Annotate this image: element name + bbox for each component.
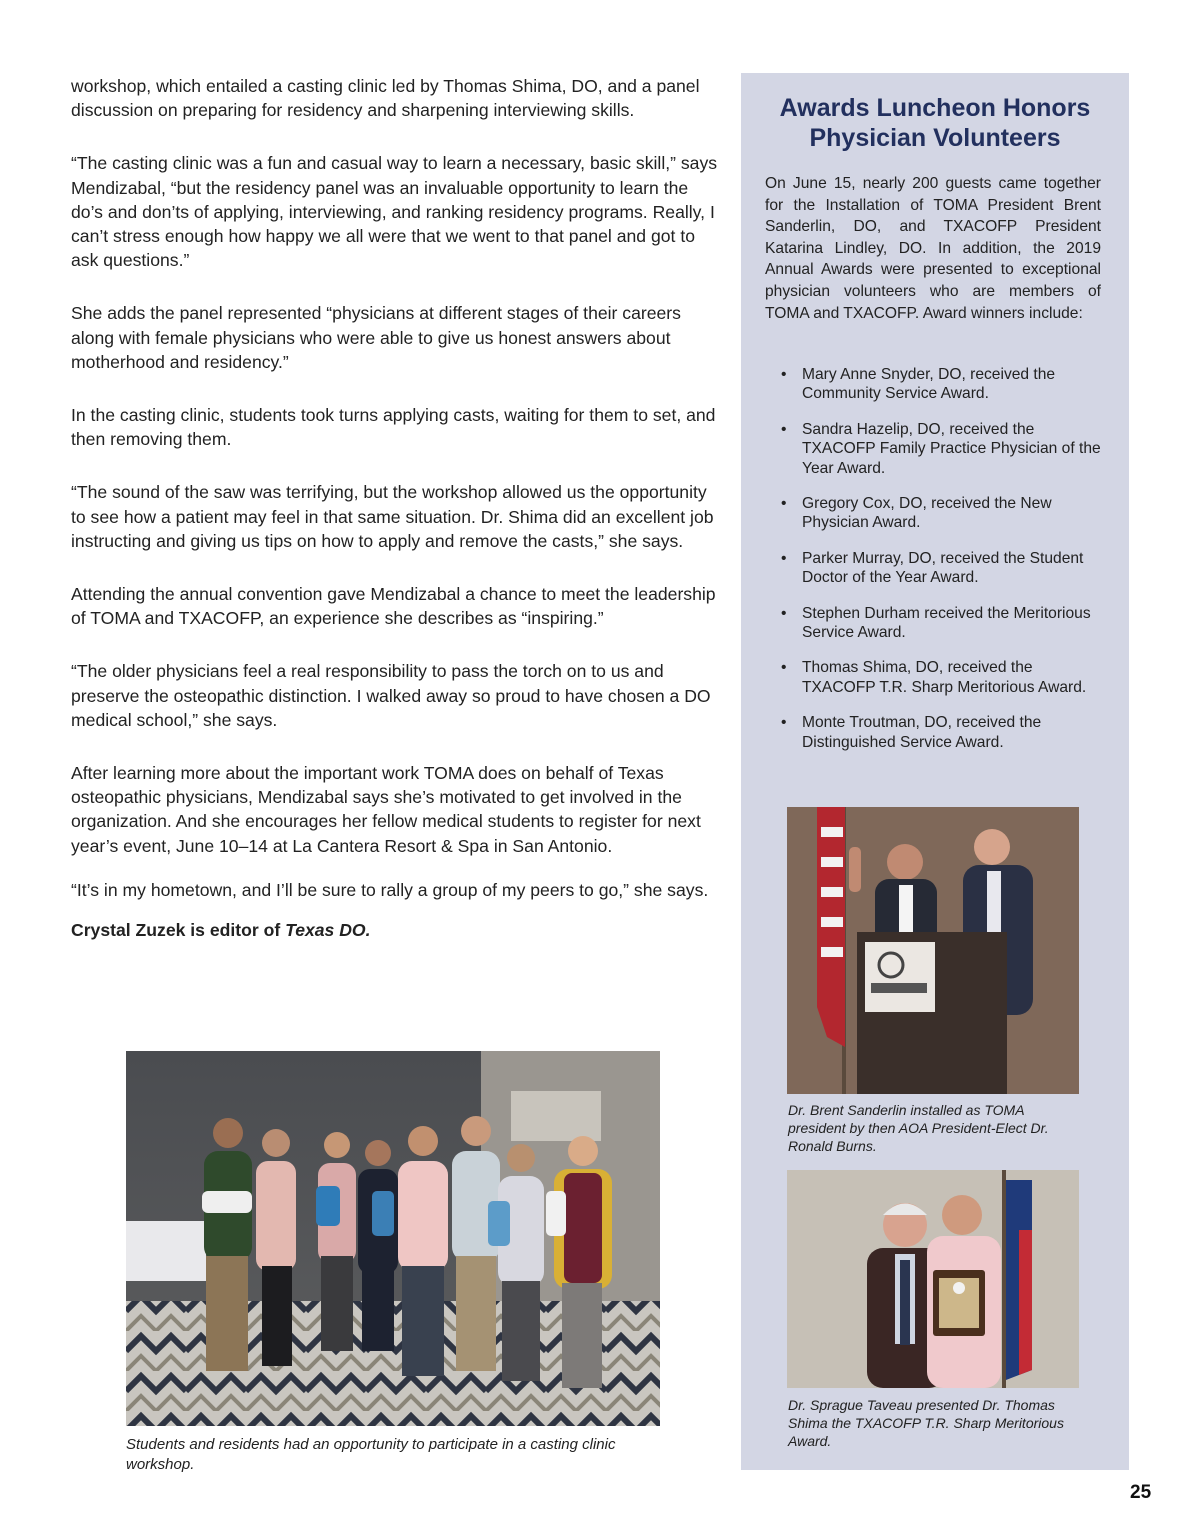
- list-item: [765, 604, 1101, 643]
- award-photo: [787, 1170, 1079, 1388]
- award-photo-illustration: [787, 1170, 1079, 1388]
- award-text: Gregory Cox, DO, received the New Physician Award.: [802, 495, 1052, 532]
- list-item: [765, 365, 1101, 404]
- group-photo-caption: Students and residents had an opportunity to participate in a casting clinic workshop.: [126, 1436, 616, 1473]
- list-item: [765, 494, 1101, 533]
- article-paragraph: In the casting clinic, students took turns applying casts, waiting for them to set, and then removing them.: [71, 405, 716, 450]
- award-text: Monte Troutman, DO, received the Distinguished Service Award.: [802, 714, 1042, 751]
- group-photo: [126, 1051, 660, 1426]
- article-paragraph: After learning more about the important work TOMA does on behalf of Texas osteopathic physicians, Mendizabal says she’s motivated to get involved in the organization. And she encourages her fellow medical students to register for next year’s event, June 10–14 at La Cantera Resort & Spa in San Antonio.: [71, 763, 701, 856]
- list-item: [765, 420, 1101, 478]
- installation-photo: [787, 807, 1079, 1094]
- bullet-icon: •: [781, 549, 787, 567]
- author-byline: [71, 918, 721, 942]
- list-item: [765, 549, 1101, 588]
- bullet-icon: •: [781, 604, 787, 622]
- award-photo-caption: Dr. Sprague Taveau presented Dr. Thomas Shima the TXACOFP T.R. Sharp Meritorious Award.: [788, 1397, 1064, 1449]
- award-text: Stephen Durham received the Meritorious Service Award.: [802, 604, 1091, 642]
- article-paragraph: “The older physicians feel a real responsibility to pass the torch on to us and preserve the osteopathic distinction. I walked away so proud to have chosen a DO medical school,” she says.: [71, 661, 711, 730]
- publication-name: Texas DO.: [285, 920, 371, 941]
- award-text: Mary Anne Snyder, DO, received the Community Service Award.: [802, 366, 1056, 403]
- bullet-icon: •: [781, 659, 787, 677]
- article-paragraph: Attending the annual convention gave Mendizabal a chance to meet the leadership of TOMA and TXACOFP, an experience she describes as “inspiring.”: [71, 584, 716, 629]
- group-photo-illustration: [126, 1051, 660, 1426]
- award-text: Sandra Hazelip, DO, received the TXACOFP Family Practice Physician of the Year Award.: [802, 420, 1101, 477]
- article-paragraph: She adds the panel represented “physicians at different stages of their careers along with female physicians who were able to give us honest answers about motherhood and residency.”: [71, 303, 681, 372]
- installation-photo-caption: Dr. Brent Sanderlin installed as TOMA president by then AOA President-Elect Dr. Ronald Burns.: [788, 1102, 1049, 1154]
- bullet-icon: •: [781, 495, 787, 513]
- article-body: [71, 74, 721, 942]
- sidebar-title: Awards Luncheon Honors Physician Volunteers: [779, 94, 1091, 152]
- bullet-icon: •: [781, 420, 787, 438]
- installation-photo-illustration: [787, 807, 1079, 1094]
- list-item: [765, 658, 1101, 697]
- list-item: [765, 713, 1101, 752]
- article-paragraph: “The sound of the saw was terrifying, but the workshop allowed us the opportunity to see how a patient may feel in that same situation. Dr. Shima did an excellent job instructing and giving us tips on how to apply and remove the casts,” she says.: [71, 482, 714, 551]
- article-paragraph: workshop, which entailed a casting clinic led by Thomas Shima, DO, and a panel discussion on preparing for residency and sharpening interviewing skills.: [71, 76, 700, 121]
- page-number: 25: [1130, 1482, 1152, 1503]
- article-paragraph: “It’s in my hometown, and I’ll be sure to rally a group of my peers to go,” she says.: [71, 879, 709, 900]
- award-text: Parker Murray, DO, received the Student Doctor of the Year Award.: [802, 549, 1084, 587]
- article-paragraph: “The casting clinic was a fun and casual way to learn a necessary, basic skill,” says Mendizabal, “but the residency panel was an invaluable opportunity to learn the do’s and don’ts of applying, interviewing, and ranking residency programs. Really, I can’t stress enough how happy we all were that we went to that panel and got to ask questions.”: [71, 153, 718, 271]
- award-text: Thomas Shima, DO, received the TXACOFP T.R. Sharp Meritorious Award.: [802, 659, 1087, 696]
- byline-text: Crystal Zuzek is editor of: [71, 920, 286, 941]
- sidebar-intro: On June 15, nearly 200 guests came together for the Installation of TOMA President Brent Sanderlin, DO, and TXACOFP President Katarina Lindley, DO. In addition, the 2019 Annual Awards were presented to exceptional physician volunteers who are members of TOMA and TXACOFP. Award winners include:: [765, 175, 1101, 322]
- awards-list: [765, 365, 1101, 768]
- bullet-icon: •: [781, 366, 787, 383]
- bullet-icon: •: [781, 714, 787, 732]
